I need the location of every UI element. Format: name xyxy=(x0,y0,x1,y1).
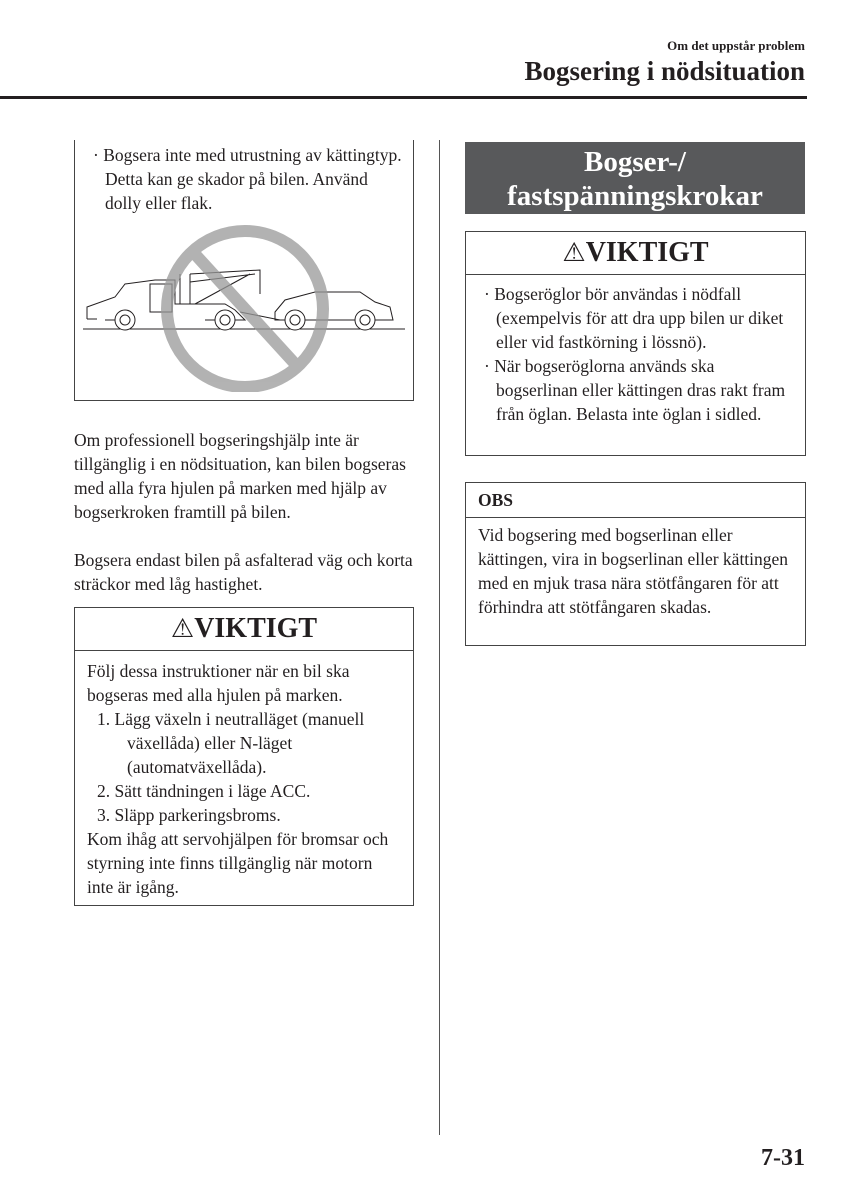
section-heading-line1: Bogser-/ xyxy=(583,146,686,178)
note-box xyxy=(465,482,806,646)
header-rule xyxy=(0,96,807,99)
warning-bullet: · Bogseröglor bör användas i nödfall (exempelvis för att dra upp bilen ur diket eller vid fastkörning i lössnö). xyxy=(484,284,784,352)
no-chain-towing-illustration xyxy=(75,212,413,392)
warning-step: 2. Sätt tändningen i läge ACC. xyxy=(97,781,311,801)
towing-paragraph-1: Om professionell bogseringshjälp inte är tillgänglig i en nödsituation, kan bilen bogseras med alla fyra hjulen på marken med hjälp av bogserkroken framtill på bilen. xyxy=(74,430,406,522)
figure-bullet-text: Bogsera inte med utrustning av kättingtyp. Detta kan ge skador på bilen. Använd dolly eller flak. xyxy=(103,145,402,213)
warning-box-wheels-on-ground xyxy=(74,607,414,906)
warning-triangle-icon: ⚠ xyxy=(170,614,195,643)
towing-paragraph-2: Bogsera endast bilen på asfalterad väg och korta sträckor med låg hastighet. xyxy=(74,550,413,594)
warning-bullet: · När bogseröglorna används ska bogserlinan eller kättingen dras rakt fram från öglan. Belasta inte öglan i sidled. xyxy=(484,356,786,424)
note-text: Vid bogsering med bogserlinan eller kättingen, vira in bogserlinan eller kättingen med en mjuk trasa nära stötfångaren för att förhindra att stötfångaren skadas. xyxy=(478,525,789,617)
warning-step: 3. Släpp parkeringsbroms. xyxy=(97,805,281,825)
section-label: Om det uppstår problem xyxy=(667,38,805,53)
warning-outro: Kom ihåg att servohjälpen för bromsar och styrning inte finns tillgänglig när motorn inte är igång. xyxy=(87,829,389,897)
warning-triangle-icon: ⚠ xyxy=(562,238,586,267)
warning-intro: Följ dessa instruktioner när en bil ska bogseras med alla hjulen på marken. xyxy=(87,661,350,705)
warning-step: 1. Lägg växeln i neutralläget (manuell växellåda) eller N-läget (automatväxellåda). xyxy=(97,709,365,777)
section-heading-line2: fastspänningskrokar xyxy=(507,180,763,212)
warning-heading xyxy=(466,232,805,275)
warning-box-tow-hooks xyxy=(465,231,806,456)
warning-bullet-text: Bogseröglor bör användas i nödfall (exempelvis för att dra upp bilen ur diket eller vid fastkörning i lössnö). xyxy=(494,284,784,352)
warning-heading-text: VIKTIGT xyxy=(585,237,709,268)
figure-bullet: · Bogsera inte med utrustning av kättingtyp. Detta kan ge skador på bilen. Använd dolly eller flak. xyxy=(93,145,402,213)
warning-heading xyxy=(75,608,413,651)
column-divider xyxy=(439,140,440,1135)
section-heading-box xyxy=(465,142,805,214)
page-number: 7-31 xyxy=(761,1145,805,1171)
note-heading: OBS xyxy=(466,483,805,518)
warning-bullet-text: När bogseröglorna används ska bogserlinan eller kättingen dras rakt fram från öglan. Belasta inte öglan i sidled. xyxy=(494,356,786,424)
warning-heading-text: VIKTIGT xyxy=(194,613,318,644)
page-title: Bogsering i nödsituation xyxy=(524,56,805,86)
figure-box xyxy=(74,140,414,401)
